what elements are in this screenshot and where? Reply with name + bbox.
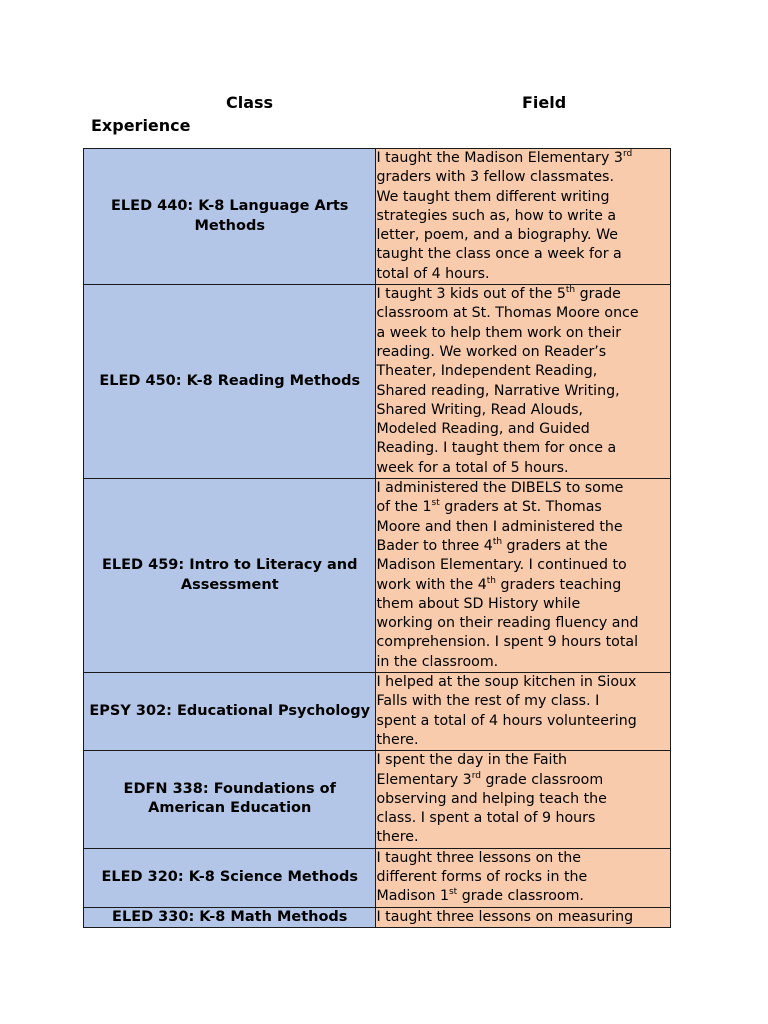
header-experience: Experience	[91, 116, 191, 135]
table-row	[84, 848, 671, 907]
header-field: Field	[522, 93, 567, 112]
superscript: th	[565, 285, 576, 296]
superscript: rd	[622, 149, 633, 159]
superscript: st	[431, 498, 440, 509]
table-row	[84, 479, 671, 673]
field-cell: I spent the day in the Faith Elementary 3rd grade classroom observing and helping teach the class. I spent a total of 9 hours there.	[376, 751, 671, 848]
field-cell: I taught three lessons on the different forms of rocks in the Madison 1st grade classroom.	[376, 848, 671, 907]
class-cell: ELED 450: K-8 Reading Methods	[84, 285, 376, 479]
superscript: st	[448, 887, 458, 898]
class-cell: EDFN 338: Foundations of American Education	[84, 751, 376, 848]
field-cell: I helped at the soup kitchen in Sioux Falls with the rest of my class. I spent a total of 4 hours volunteering there.	[376, 673, 671, 751]
field-cell: I taught the Madison Elementary 3rd graders with 3 fellow classmates. We taught them different writing strategies such as, how to write a letter, poem, and a biography. We taught the class once a week for a total of 4 hours.	[376, 149, 671, 285]
superscript: th	[492, 536, 503, 547]
table-row	[84, 907, 671, 927]
class-cell: ELED 459: Intro to Literacy and Assessment	[84, 479, 376, 673]
superscript: th	[486, 575, 496, 586]
table-row	[84, 673, 671, 751]
field-cell: I taught three lessons on measuring	[376, 907, 671, 927]
experience-table	[83, 148, 671, 928]
class-cell: ELED 330: K-8 Math Methods	[84, 907, 376, 927]
field-cell: I taught 3 kids out of the 5th grade classroom at St. Thomas Moore once a week to help them work on their reading. We worked on Reader’s Theater, Independent Reading, Shared reading, Narrative Writing, Shared Writing, Read Alouds, Modeled Reading, and Guided Reading. I taught them for once a week for a total of 5 hours.	[376, 285, 671, 479]
header-class: Class	[226, 93, 274, 112]
field-cell: I administered the DIBELS to some of the 1st graders at St. Thomas Moore and then I administered the Bader to three 4th graders at the Madison Elementary. I continued to work with the 4th graders teaching them about SD History while working on their reading fluency and comprehension. I spent 9 hours total in the classroom.	[376, 479, 671, 673]
class-cell: ELED 320: K-8 Science Methods	[84, 848, 376, 907]
table-row	[84, 285, 671, 479]
table-row	[84, 149, 671, 285]
class-cell: EPSY 302: Educational Psychology	[84, 673, 376, 751]
superscript: rd	[471, 770, 481, 781]
class-cell: ELED 440: K-8 Language Arts Methods	[84, 149, 376, 285]
table-row	[84, 751, 671, 848]
